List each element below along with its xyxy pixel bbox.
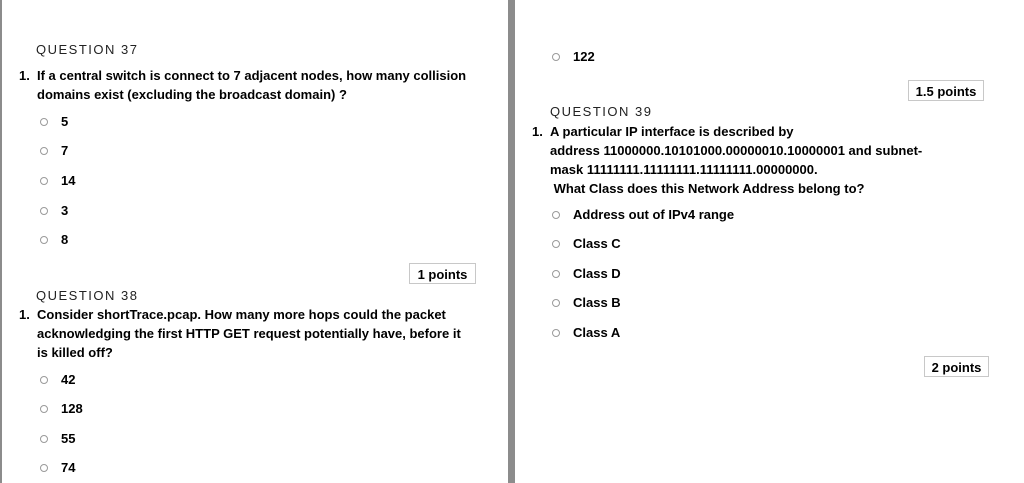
radio-icon[interactable] (40, 207, 48, 215)
radio-icon[interactable] (552, 211, 560, 219)
q38-option-2[interactable] (40, 400, 83, 418)
q38-option-1[interactable] (40, 371, 75, 389)
q38-option-label: 74 (61, 460, 76, 475)
q39-option-label: Class A (573, 325, 621, 340)
question-38-number: 1. (19, 307, 30, 322)
q37-option-label: 3 (61, 203, 69, 218)
q37-option-2[interactable] (40, 142, 68, 160)
q39-option-2[interactable] (552, 235, 621, 253)
radio-icon[interactable] (40, 376, 48, 384)
radio-icon[interactable] (552, 270, 560, 278)
question-37-line-1: If a central switch is connect to 7 adjacent nodes, how many collision (37, 68, 467, 83)
question-39-line-4: What Class does this Network Address belong to? (550, 181, 865, 196)
q37-option-5[interactable] (40, 231, 68, 249)
q39-option-1[interactable] (552, 206, 734, 224)
question-38-line-1: Consider shortTrace.pcap. How many more hops could the packet (37, 307, 446, 322)
q39-option-4[interactable] (552, 294, 621, 312)
q38-option-label: 122 (573, 49, 595, 64)
page-left (2, 0, 508, 483)
radio-icon[interactable] (552, 53, 560, 61)
q37-option-label: 8 (61, 232, 69, 247)
question-37-header: QUESTION 37 (36, 42, 139, 57)
q37-option-1[interactable] (40, 113, 68, 131)
page-right (515, 0, 1024, 483)
question-39-line-2: address 11000000.10101000.00000010.10000001 and subnet- (550, 143, 923, 158)
radio-icon[interactable] (40, 147, 48, 155)
q38-option-3[interactable] (40, 430, 75, 448)
radio-icon[interactable] (40, 118, 48, 126)
radio-icon[interactable] (552, 299, 560, 307)
question-39-number: 1. (532, 124, 543, 139)
q37-option-label: 5 (61, 114, 69, 129)
question-37-number: 1. (19, 68, 30, 83)
q38-option-label: 128 (61, 401, 83, 416)
radio-icon[interactable] (40, 236, 48, 244)
radio-icon[interactable] (552, 329, 560, 337)
q38-option-5[interactable] (552, 48, 595, 66)
q39-option-label: Class D (573, 266, 621, 281)
question-38-line-3: is killed off? (37, 345, 113, 360)
q38-option-4[interactable] (40, 459, 75, 477)
q39-points-badge: 2 points (924, 356, 989, 377)
q39-option-label: Class B (573, 295, 621, 310)
question-39-text (532, 122, 1010, 198)
q38-points-badge: 1.5 points (908, 80, 984, 101)
radio-icon[interactable] (552, 240, 560, 248)
radio-icon[interactable] (40, 435, 48, 443)
q39-option-5[interactable] (552, 324, 620, 342)
question-37-line-2: domains exist (excluding the broadcast domain) ? (37, 87, 347, 102)
q37-points-badge: 1 points (409, 263, 476, 284)
radio-icon[interactable] (40, 464, 48, 472)
question-39-header: QUESTION 39 (550, 104, 653, 119)
q37-option-4[interactable] (40, 202, 68, 220)
q37-option-3[interactable] (40, 172, 75, 190)
question-38-header: QUESTION 38 (36, 288, 139, 303)
q38-option-label: 55 (61, 431, 76, 446)
question-38-line-2: acknowledging the first HTTP GET request potentially have, before it (37, 326, 461, 341)
q37-option-label: 14 (61, 173, 76, 188)
question-39-line-1: A particular IP interface is described by (550, 124, 794, 139)
radio-icon[interactable] (40, 177, 48, 185)
q39-option-label: Address out of IPv4 range (573, 207, 735, 222)
q37-option-label: 7 (61, 143, 69, 158)
question-37-text (19, 66, 497, 104)
question-39-line-3: mask 11111111.11111111.11111111.00000000. (550, 162, 818, 177)
q38-option-label: 42 (61, 372, 76, 387)
q39-option-label: Class C (573, 236, 621, 251)
q39-option-3[interactable] (552, 265, 621, 283)
question-38-text (19, 305, 497, 362)
radio-icon[interactable] (40, 405, 48, 413)
